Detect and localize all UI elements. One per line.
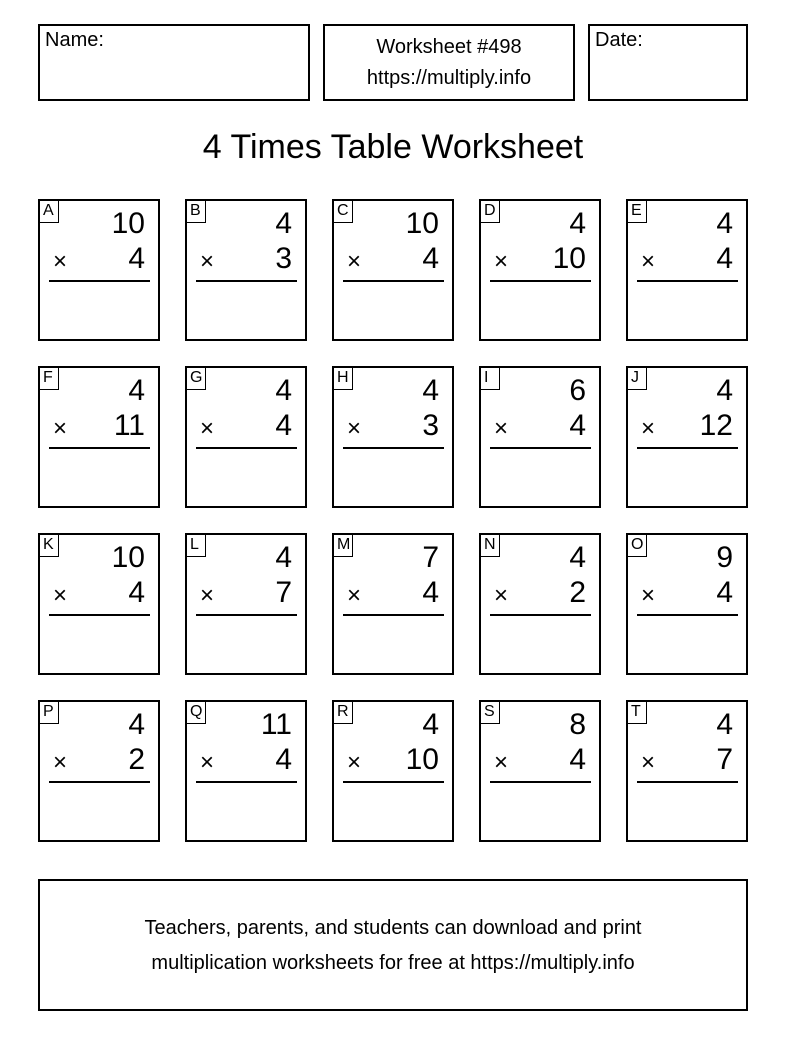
answer-line: [637, 781, 738, 783]
answer-line: [196, 614, 297, 616]
answer-area[interactable]: [334, 617, 452, 673]
problem-e[interactable]: [626, 199, 748, 341]
times-icon: ×: [347, 582, 362, 609]
problem-multiplicand: 10: [405, 207, 439, 240]
times-icon: ×: [641, 749, 656, 776]
answer-area[interactable]: [628, 450, 746, 506]
problem-multiplicand: 4: [422, 374, 439, 407]
problem-multiplier: 4: [716, 576, 733, 609]
answer-area[interactable]: [334, 784, 452, 840]
worksheet-number: Worksheet #498: [376, 36, 522, 58]
problem-multiplicand: 8: [569, 708, 586, 741]
problem-letter: H: [334, 368, 353, 390]
problem-letter: L: [187, 535, 206, 557]
problem-letter: J: [628, 368, 647, 390]
worksheet-website: https://multiply.info: [366, 67, 532, 89]
problem-multiplier: 4: [569, 743, 586, 776]
times-icon: ×: [347, 248, 362, 275]
answer-line: [49, 280, 150, 282]
problem-multiplier: 2: [128, 743, 145, 776]
answer-area[interactable]: [628, 617, 746, 673]
problem-multiplicand: 4: [128, 374, 145, 407]
problem-multiplicand: 10: [111, 207, 145, 240]
answer-line: [49, 781, 150, 783]
problem-multiplier: 2: [569, 576, 586, 609]
problem-multiplicand: 9: [716, 541, 733, 574]
answer-line: [343, 447, 444, 449]
answer-area[interactable]: [40, 450, 158, 506]
problem-multiplicand: 11: [260, 708, 292, 741]
answer-line: [343, 614, 444, 616]
problem-multiplier: 12: [699, 409, 733, 442]
problem-l[interactable]: [185, 533, 307, 675]
problem-multiplicand: 10: [111, 541, 145, 574]
problem-multiplier: 10: [405, 743, 439, 776]
times-icon: ×: [494, 415, 509, 442]
answer-line: [343, 280, 444, 282]
answer-line: [196, 447, 297, 449]
problem-multiplicand: 4: [422, 708, 439, 741]
problem-letter: P: [40, 702, 59, 724]
answer-line: [637, 280, 738, 282]
problem-multiplier: 4: [569, 409, 586, 442]
problem-multiplier: 4: [275, 409, 292, 442]
answer-line: [637, 614, 738, 616]
times-icon: ×: [53, 248, 68, 275]
times-icon: ×: [494, 749, 509, 776]
problem-multiplier: 4: [275, 743, 292, 776]
answer-line: [49, 614, 150, 616]
name-field-box[interactable]: [38, 24, 310, 101]
answer-line: [490, 614, 591, 616]
problem-multiplicand: 4: [275, 374, 292, 407]
problem-letter: M: [334, 535, 353, 557]
footer-box: [38, 879, 748, 1011]
problem-multiplicand: 4: [569, 207, 586, 240]
problem-j[interactable]: [626, 366, 748, 508]
problem-letter: F: [40, 368, 59, 390]
times-icon: ×: [347, 415, 362, 442]
problem-m[interactable]: [332, 533, 454, 675]
answer-area[interactable]: [187, 617, 305, 673]
problem-multiplier: 4: [128, 576, 145, 609]
problem-f[interactable]: [38, 366, 160, 508]
problem-c[interactable]: [332, 199, 454, 341]
problem-multiplicand: 4: [716, 708, 733, 741]
problem-multiplicand: 4: [275, 207, 292, 240]
answer-area[interactable]: [481, 283, 599, 339]
answer-area[interactable]: [187, 450, 305, 506]
problem-s[interactable]: [479, 700, 601, 842]
worksheet-info-box: [323, 24, 575, 101]
problem-multiplier: 11: [113, 409, 145, 442]
answer-area[interactable]: [628, 784, 746, 840]
problem-multiplicand: 4: [128, 708, 145, 741]
answer-area[interactable]: [481, 450, 599, 506]
problem-letter: G: [187, 368, 206, 390]
times-icon: ×: [494, 248, 509, 275]
problem-letter: E: [628, 201, 647, 223]
times-icon: ×: [200, 248, 215, 275]
answer-line: [196, 280, 297, 282]
times-icon: ×: [200, 415, 215, 442]
problem-multiplicand: 4: [275, 541, 292, 574]
answer-area[interactable]: [187, 784, 305, 840]
problem-multiplicand: 4: [569, 541, 586, 574]
problem-letter: T: [628, 702, 647, 724]
times-icon: ×: [641, 248, 656, 275]
footer-line-2: multiplication worksheets for free at https://multiply.info: [151, 952, 635, 974]
problem-b[interactable]: [185, 199, 307, 341]
times-icon: ×: [200, 582, 215, 609]
page-title: 4 Times Table Worksheet: [202, 128, 584, 166]
answer-line: [637, 447, 738, 449]
answer-area[interactable]: [40, 784, 158, 840]
problem-multiplier: 3: [422, 409, 439, 442]
problem-letter: K: [40, 535, 59, 557]
problem-letter: D: [481, 201, 500, 223]
problem-q[interactable]: [185, 700, 307, 842]
answer-area[interactable]: [40, 617, 158, 673]
answer-area[interactable]: [628, 283, 746, 339]
times-icon: ×: [347, 749, 362, 776]
answer-line: [196, 781, 297, 783]
problem-multiplier: 4: [128, 242, 145, 275]
answer-area[interactable]: [187, 283, 305, 339]
problem-h[interactable]: [332, 366, 454, 508]
problem-multiplier: 3: [275, 242, 292, 275]
problem-multiplier: 4: [422, 576, 439, 609]
footer-line-1: Teachers, parents, and students can download and print: [144, 917, 642, 939]
problem-letter: S: [481, 702, 500, 724]
answer-area[interactable]: [334, 450, 452, 506]
answer-area[interactable]: [334, 283, 452, 339]
answer-line: [49, 447, 150, 449]
problem-multiplier: 7: [716, 743, 733, 776]
answer-line: [490, 280, 591, 282]
date-label: Date:: [595, 29, 643, 51]
problem-o[interactable]: [626, 533, 748, 675]
problem-letter: C: [334, 201, 353, 223]
problem-multiplicand: 6: [569, 374, 586, 407]
answer-area[interactable]: [481, 617, 599, 673]
times-icon: ×: [53, 749, 68, 776]
times-icon: ×: [494, 582, 509, 609]
problem-letter: A: [40, 201, 59, 223]
answer-line: [343, 781, 444, 783]
times-icon: ×: [641, 415, 656, 442]
problem-n[interactable]: [479, 533, 601, 675]
problem-d[interactable]: [479, 199, 601, 341]
problem-multiplier: 4: [422, 242, 439, 275]
problem-multiplicand: 4: [716, 374, 733, 407]
times-icon: ×: [53, 415, 68, 442]
problem-multiplier: 7: [275, 576, 292, 609]
problem-multiplicand: 4: [716, 207, 733, 240]
problem-letter: B: [187, 201, 206, 223]
problem-i[interactable]: [479, 366, 601, 508]
answer-line: [490, 781, 591, 783]
problem-k[interactable]: [38, 533, 160, 675]
problem-letter: I: [481, 368, 500, 390]
problem-letter: O: [628, 535, 647, 557]
answer-area[interactable]: [40, 283, 158, 339]
problem-r[interactable]: [332, 700, 454, 842]
problem-letter: Q: [187, 702, 206, 724]
problem-letter: N: [481, 535, 500, 557]
problem-a[interactable]: [38, 199, 160, 341]
problem-multiplicand: 7: [422, 541, 439, 574]
answer-area[interactable]: [481, 784, 599, 840]
problem-t[interactable]: [626, 700, 748, 842]
times-icon: ×: [200, 749, 215, 776]
problem-multiplier: 10: [552, 242, 586, 275]
problem-g[interactable]: [185, 366, 307, 508]
problem-multiplier: 4: [716, 242, 733, 275]
name-label: Name:: [45, 29, 104, 51]
times-icon: ×: [53, 582, 68, 609]
problem-letter: R: [334, 702, 353, 724]
problem-p[interactable]: [38, 700, 160, 842]
date-field-box[interactable]: [588, 24, 748, 101]
times-icon: ×: [641, 582, 656, 609]
answer-line: [490, 447, 591, 449]
